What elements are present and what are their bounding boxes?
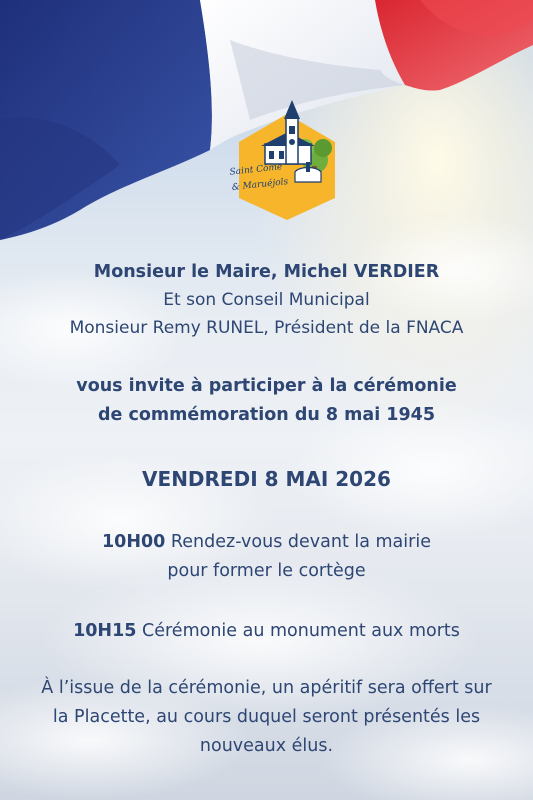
fnaca-president-line: Monsieur Remy RUNEL, Président de la FNACA	[69, 318, 464, 338]
invitation-line: vous invite à participer à la cérémonie	[76, 376, 457, 396]
aperitif-notice	[0, 674, 533, 761]
logo-town-name-second: & Maruéjols	[231, 177, 289, 193]
logo-emblem	[217, 96, 337, 220]
municipality-logo	[217, 96, 337, 220]
schedule-item	[0, 528, 533, 586]
invitation-text	[0, 372, 533, 430]
logo-town-name: Saint Côme	[229, 162, 283, 178]
notice-line: À l’issue de la cérémonie, un apéritif sera offert sur	[41, 678, 492, 698]
schedule-description: Cérémonie au monument aux morts	[136, 621, 460, 641]
council-line: Et son Conseil Municipal	[163, 290, 370, 310]
schedule-description: Rendez-vous devant la mairie	[165, 532, 431, 552]
schedule-item	[0, 617, 533, 646]
hosts-section	[0, 258, 533, 342]
schedule-time: 10H00	[102, 532, 166, 552]
notice-line: nouveaux élus.	[199, 736, 334, 756]
invitation-line: de commémoration du 8 mai 1945	[97, 405, 436, 425]
schedule-description-continued: pour former le cortège	[167, 561, 366, 581]
mayor-name: Monsieur le Maire, Michel VERDIER	[93, 262, 440, 282]
notice-line: la Placette, au cours duquel seront présentés les	[52, 707, 481, 727]
event-date: VENDREDI 8 MAI 2026	[142, 467, 391, 491]
schedule-time: 10H15	[73, 621, 137, 641]
